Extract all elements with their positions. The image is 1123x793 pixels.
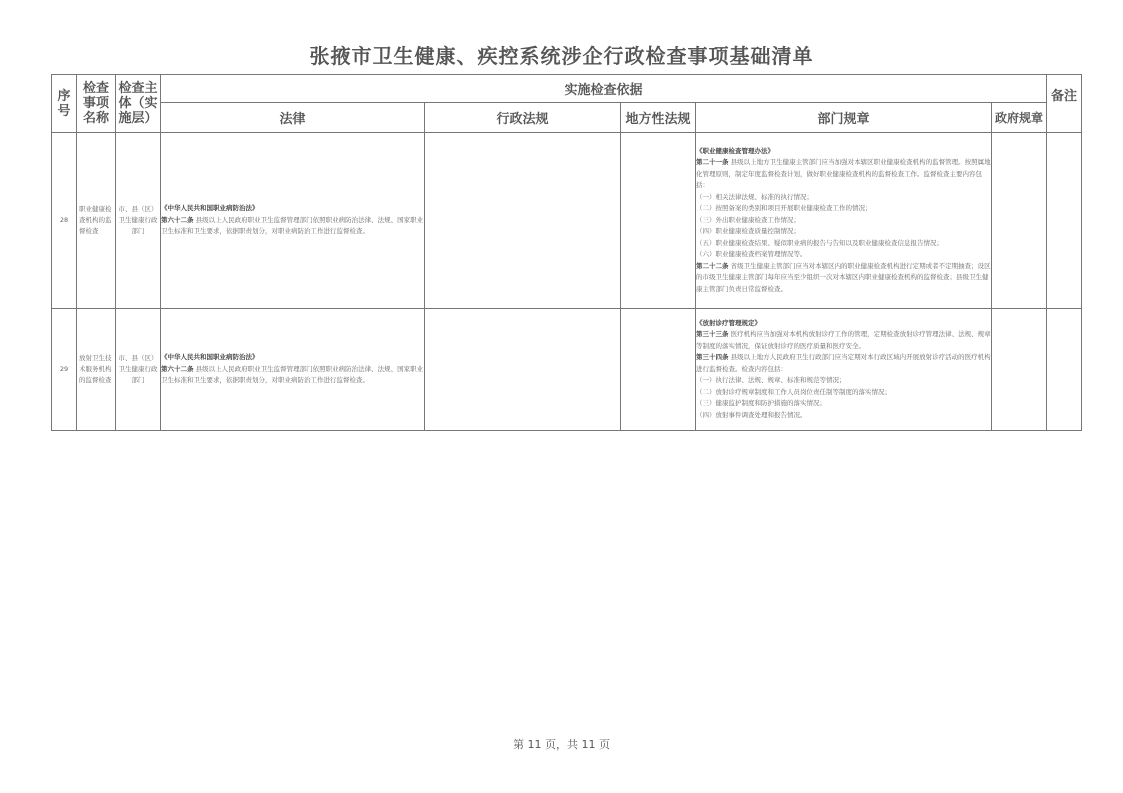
header-admin-reg: 行政法规 (425, 103, 621, 133)
header-remark: 备注 (1047, 75, 1082, 133)
header-seq: 序号 (52, 75, 77, 133)
row-remark (1047, 309, 1082, 431)
document-title: 张掖市卫生健康、疾控系统涉企行政检查事项基础清单 (309, 44, 814, 68)
row-seq: 29 (52, 309, 77, 431)
row-gov-rule (992, 133, 1047, 309)
row-remark (1047, 133, 1082, 309)
law-article: 第六十二条 (161, 364, 194, 373)
row-subject: 市、县（区）卫生健康行政部门 (116, 309, 161, 431)
row-law (161, 309, 425, 431)
dept-para: （六）职业健康检查档案管理情况等。 (696, 250, 807, 259)
row-local-reg (621, 133, 696, 309)
dept-article: 第三十三条 (696, 330, 729, 339)
dept-article: 第二十二条 (696, 261, 729, 270)
law-title: 《中华人民共和国职业病防治法》 (161, 204, 259, 213)
row-gov-rule (992, 309, 1047, 431)
header-item-name: 检查事项名称 (77, 75, 116, 133)
law-text: 县级以上人民政府职业卫生监督管理部门依照职业病防治法律、法规、国家职业卫生标准和卫生要求，依据职责划分，对职业病防治工作进行监督检查。 (161, 215, 424, 236)
header-dept-rule: 部门规章 (696, 103, 992, 133)
law-text: 县级以上人民政府职业卫生监督管理部门依照职业病防治法律、法规、国家职业卫生标准和卫生要求，依据职责划分，对职业病防治工作进行监督检查。 (161, 364, 424, 385)
dept-para: （一）相关法律法规、标准的执行情况； (696, 192, 813, 201)
row-local-reg (621, 309, 696, 431)
law-title: 《中华人民共和国职业病防治法》 (161, 353, 259, 362)
dept-title: 《放射诊疗管理规定》 (696, 318, 761, 327)
header-local-reg: 地方性法规 (621, 103, 696, 133)
header-gov-rule: 政府规章 (992, 103, 1047, 133)
dept-title: 《职业健康检查管理办法》 (696, 146, 774, 155)
law-article: 第六十二条 (161, 215, 194, 224)
row-law (161, 133, 425, 309)
dept-para: （四）职业健康检查质量控制情况； (696, 227, 800, 236)
dept-article: 第二十一条 (696, 158, 729, 167)
page-footer: 第 11 页，共 11 页 (513, 738, 610, 751)
dept-article: 第三十四条 (696, 353, 729, 362)
dept-para: （二）放射诊疗规章制度和工作人员岗位责任制等制度的落实情况； (696, 387, 891, 396)
row-dept-rule (696, 133, 992, 309)
row-admin-reg (425, 309, 621, 431)
dept-para: 县级以上地方人民政府卫生行政部门应当定期对本行政区域内开展放射诊疗活动的医疗机构进行监督检查。检查内容包括： (696, 353, 991, 373)
dept-para: （五）职业健康检查结果、疑似职业病的报告与告知以及职业健康检查信息报告情况； (696, 238, 943, 247)
dept-para: （四）放射事件调查处理和报告情况。 (696, 410, 807, 419)
dept-para: （三）外出职业健康检查工作情况； (696, 215, 800, 224)
dept-para: （二）按照备案的类别和项目开展职业健康检查工作的情况； (696, 204, 872, 213)
row-seq: 28 (52, 133, 77, 309)
dept-para: 医疗机构应当加强对本机构放射诊疗工作的管理，定期检查放射诊疗管理法律、法规、规章等制度的落实情况，保证放射诊疗的医疗质量和医疗安全。 (696, 330, 991, 350)
row-subject: 市、县（区）卫生健康行政部门 (116, 133, 161, 309)
row-item-name: 放射卫生技术服务机构的监督检查 (77, 309, 116, 431)
inspection-table (51, 74, 1082, 431)
table-row (52, 309, 1082, 431)
dept-para: （三）健康监护制度和防护措施的落实情况； (696, 399, 826, 408)
row-admin-reg (425, 133, 621, 309)
table-row (52, 133, 1082, 309)
dept-para: 县级以上地方卫生健康主管部门应当加强对本辖区职业健康检查机构的监督管理。按照属地化管理原则，制定年度监督检查计划，做好职业健康检查机构的监督检查工作。监督检查主要内容包括： (696, 158, 991, 190)
dept-para: （一）执行法律、法规、规章、标准和规范等情况； (696, 376, 846, 385)
dept-para: 省级卫生健康主管部门应当对本辖区内的职业健康检查机构进行定期或者不定期抽查；设区的市级卫生健康主管部门每年应当至少组织一次对本辖区内职业健康检查机构的监督检查；县级卫生健康主管部门负责日常监督检查。 (696, 261, 991, 293)
header-basis: 实施检查依据 (161, 75, 1047, 103)
header-subject: 检查主体（实施层） (116, 75, 161, 133)
row-dept-rule (696, 309, 992, 431)
row-item-name: 职业健康检查机构的监督检查 (77, 133, 116, 309)
header-law: 法律 (161, 103, 425, 133)
